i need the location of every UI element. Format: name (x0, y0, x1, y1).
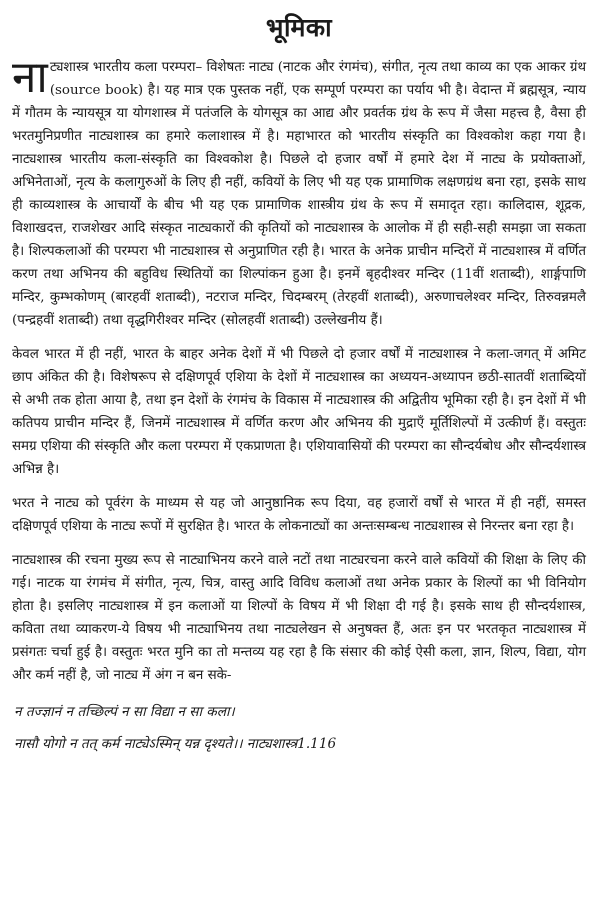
page-title: भूमिका (265, 13, 333, 42)
paragraph-3: भरत ने नाट्य को पूर्वरंग के माध्यम से यह जो आनुष्ठानिक रूप दिया, वह हजारों वर्षों से भारत में ही नहीं, समस्त दक्षिणपूर्व एशिया के नाट्य रूपों में सुरक्षित है। भारत के लोकनाट्यों का अन्तःसम्बन्ध नाट्यशास्त्र से निरन्तर बना रहा है। (12, 496, 586, 534)
paragraph-2: केवल भारत में ही नहीं, भारत के बाहर अनेक देशों में भी पिछले दो हजार वर्षों में नाट्यशास्त्र ने कला-जगत् में अमिट छाप अंकित की है। विशेषरूप से दक्षिणपूर्व एशिया के देशों में नाट्यशास्त्र का अध्ययन-अध्यापन छठी-सातवीं शताब्दियों से अभी तक होता आया है, तथा इन देशों के रंगमंच के विकास में नाट्यशास्त्र की अद्वितीय भूमिका रही है। इन देशों में भी कतिपय प्राचीन मन्दिर हैं, जिनमें नाट्यशास्त्र में वर्णित करण और अभिनय की मुद्राएँ मूर्तिशिल्पों में उत्कीर्ण हैं। वस्तुतः समग्र एशिया की संस्कृति और कला परम्परा में एकप्राणता है। एशियावासियों की परम्परा का सौन्दर्यबोध और सौन्दर्यशास्त्र अभिन्न है। (12, 347, 586, 477)
drop-cap: ना (12, 52, 48, 103)
verse-line-1: न तज्ज्ञानं न तच्छिल्पं न सा विद्या न सा कला। (14, 704, 235, 720)
paragraph-4: नाट्यशास्त्र की रचना मुख्य रूप से नाट्याभिनय करने वाले नटों तथा नाट्यरचना करने वाले कवियों की शिक्षा के लिए की गई। नाटक या रंगमंच में संगीत, नृत्य, चित्र, वास्तु आदि विविध कलाओं तथा अनेक प्रकार के शिल्पों का भी विनियोग होता है। इसलिए नाट्यशास्त्र में इन कलाओं या शिल्पों के विषय में भी शिक्षा दी गई है। इसके साथ ही सौन्दर्यशास्त्र, कविता तथा व्याकरण-ये विषय भी नाट्याभिनय तथा नाट्यलेखन से अनुषक्त हैं, अतः इन पर भरतकृत नाट्यशास्त्र में प्रसंगतः चर्चा हुई है। वस्तुतः भरत मुनि का तो मन्तव्य यह रहा है कि संसार की कोई ऐसी कला, ज्ञान, शिल्प, विद्या, योग और कर्म नहीं है, जो नाट्य में अंग न बन सके- (12, 553, 586, 683)
paragraph-1-text: ट्यशास्त्र भारतीय कला परम्परा– विशेषतः नाट्य (नाटक और रंगमंच), संगीत, नृत्य तथा काव्य का एक आकर ग्रंथ (source book) है। यह मात्र एक पुस्तक नहीं, एक सम्पूर्ण परम्परा का पर्याय भी है। वेदान्त में ब्रह्मसूत्र, न्याय में गौतम के न्यायसूत्र या योगशास्त्र में पतंजलि के योगसूत्र का आद्य और प्रवर्तक ग्रंथ के रूप में जैसा महत्त्व है, वैसा ही भरतमुनिप्रणीत नाट्यशास्त्र का हमारे कलाशास्त्र में है। महाभारत को भारतीय संस्कृति का विश्वकोश कहा गया है। नाट्यशास्त्र भारतीय कला-संस्कृति का विश्वकोश है। पिछले दो हजार वर्षों में हमारे देश में नाट्य के प्रयोक्ताओं, अभिनेताओं, नृत्य के कलागुरुओं के लिए ही नहीं, कवियों के लिए भी यह एक प्रामाणिक लक्षणग्रंथ बना रहा, इसके साथ ही काव्यशास्त्र के आचार्यों के बीच भी यह एक प्रामाणिक शास्त्रीय ग्रंथ के रूप में समादृत रहा। कालिदास, शूद्रक, विशाखदत्त, राजशेखर आदि संस्कृत नाट्यकारों की कृतियों को नाट्यशास्त्र के आलोक में ही सही-सही समझा जा सकता है। शिल्पकलाओं की परम्परा भी नाट्यशास्त्र से अनुप्राणित रही है। भारत के अनेक प्राचीन मन्दिरों में नाट्यशास्त्र में वर्णित करण तथा अभिनय की बहुविध स्थितियों का शिल्पांकन हुआ है। इनमें बृहदीश्वर मन्दिर (11वीं शताब्दी), शार्ङ्गपाणि मन्दिर, कुम्भकोणम् (बारहवीं शताब्दी), नटराज मन्दिर, चिदम्बरम् (तेरहवीं शताब्दी), अरुणाचलेश्वर मन्दिर, तिरुवन्नमलै (पन्द्रहवीं शताब्दी) तथा वृद्धगिरीश्वर मन्दिर (सोलहवीं शताब्दी) उल्लेखनीय हैं। (12, 60, 586, 328)
verse-line-2: नासौ योगो न तत् कर्म नाट्येऽस्मिन् यन्न दृश्यते।। नाट्यशास्त्र1.116 (14, 736, 337, 752)
paragraph-1 (12, 52, 586, 332)
